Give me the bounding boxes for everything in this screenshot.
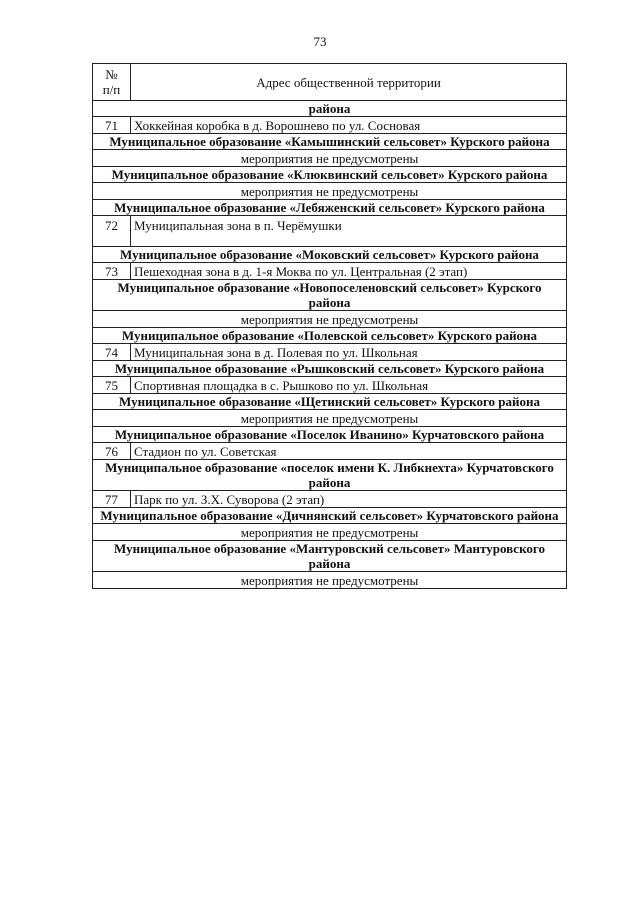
table-row (93, 460, 567, 491)
table-row (93, 344, 567, 361)
territory-address: Спортивная площадка в с. Рышково по ул. Школьная (131, 377, 567, 394)
municipality-heading: Муниципальное образование «Камышинский сельсовет» Курского района (93, 134, 567, 150)
municipality-heading: Муниципальное образование «поселок имени К. Либкнехта» Курчатовского района (93, 460, 567, 491)
header-number-abbr: п/п (102, 82, 121, 97)
table-row (93, 541, 567, 572)
row-number: 75 (93, 377, 131, 394)
table-row (93, 134, 567, 150)
no-activities-note: мероприятия не предусмотрены (93, 524, 567, 541)
table-row (93, 524, 567, 541)
table-row (93, 394, 567, 410)
territory-address: Хоккейная коробка в д. Ворошнево по ул. Сосновая (131, 117, 567, 134)
row-number: 72 (93, 216, 131, 247)
municipality-heading: Муниципальное образование «Дичнянский сельсовет» Курчатовского района (93, 508, 567, 524)
table-row (93, 328, 567, 344)
municipality-heading: Муниципальное образование «Рышковский сельсовет» Курского района (93, 361, 567, 377)
table-row (93, 410, 567, 427)
table-row (93, 572, 567, 589)
table-row (93, 216, 567, 247)
table-row (93, 101, 567, 117)
table-header-row (93, 64, 567, 101)
table-row (93, 427, 567, 443)
territory-address: Парк по ул. З.Х. Суворова (2 этап) (131, 491, 567, 508)
no-activities-note: мероприятия не предусмотрены (93, 410, 567, 427)
table-row (93, 167, 567, 183)
row-number: 71 (93, 117, 131, 134)
table-row (93, 117, 567, 134)
table-row (93, 361, 567, 377)
row-number: 76 (93, 443, 131, 460)
table-row (93, 247, 567, 263)
no-activities-note: мероприятия не предусмотрены (93, 150, 567, 167)
row-number: 77 (93, 491, 131, 508)
territory-address: Стадион по ул. Советская (131, 443, 567, 460)
row-number: 74 (93, 344, 131, 361)
territory-address: Муниципальная зона в д. Полевая по ул. Школьная (131, 344, 567, 361)
table-row (93, 443, 567, 460)
territory-address: Пешеходная зона в д. 1-я Моква по ул. Центральная (2 этап) (131, 263, 567, 280)
district-heading: района (93, 101, 567, 117)
territory-address: Муниципальная зона в п. Черёмушки (131, 216, 567, 247)
table-row (93, 508, 567, 524)
municipality-heading: Муниципальное образование «Новопоселеновский сельсовет» Курского района (93, 280, 567, 311)
header-number-cell (93, 64, 131, 101)
table-row (93, 311, 567, 328)
territory-table (92, 63, 567, 589)
municipality-heading: Муниципальное образование «Моковский сельсовет» Курского района (93, 247, 567, 263)
table-row (93, 200, 567, 216)
no-activities-note: мероприятия не предусмотрены (93, 183, 567, 200)
no-activities-note: мероприятия не предусмотрены (93, 572, 567, 589)
municipality-heading: Муниципальное образование «Щетинский сельсовет» Курского района (93, 394, 567, 410)
table-row (93, 377, 567, 394)
row-number: 73 (93, 263, 131, 280)
municipality-heading: Муниципальное образование «Мантуровский сельсовет» Мантуровского района (93, 541, 567, 572)
table-row (93, 150, 567, 167)
page-number: 73 (313, 34, 327, 49)
municipality-heading: Муниципальное образование «Поселок Иванино» Курчатовского района (93, 427, 567, 443)
table-row (93, 491, 567, 508)
no-activities-note: мероприятия не предусмотрены (93, 311, 567, 328)
header-address-cell: Адрес общественной территории (131, 64, 567, 101)
municipality-heading: Муниципальное образование «Лебяженский сельсовет» Курского района (93, 200, 567, 216)
header-number-symbol: № (105, 67, 118, 82)
municipality-heading: Муниципальное образование «Клюквинский сельсовет» Курского района (93, 167, 567, 183)
table-row (93, 263, 567, 280)
municipality-heading: Муниципальное образование «Полевской сельсовет» Курского района (93, 328, 567, 344)
table-row (93, 183, 567, 200)
table-row (93, 280, 567, 311)
